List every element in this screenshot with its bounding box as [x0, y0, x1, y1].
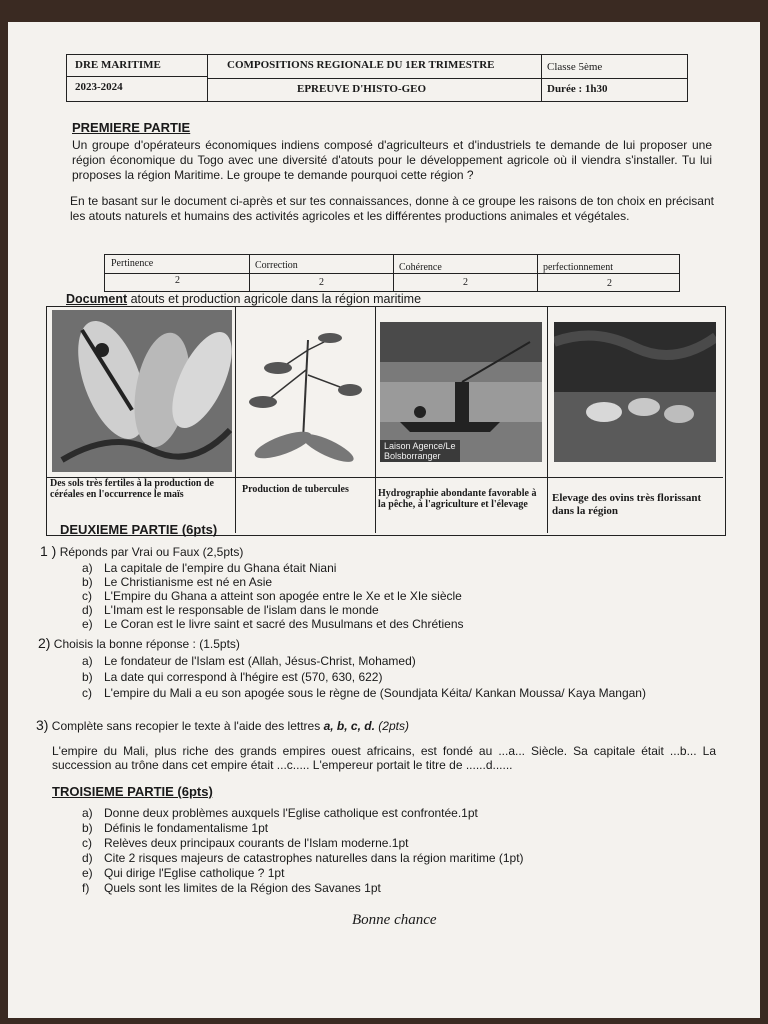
criteria-value-perfection: 2 [607, 278, 612, 289]
caption-fishing: Hydrographie abondante favorable à la pêche, à l'agriculture et l'élevage [378, 488, 537, 510]
q1-number: 1 ) [40, 543, 57, 559]
q2-items [82, 654, 714, 700]
criteria-table [104, 254, 680, 292]
document-title-rest: atouts et production agricole dans la région maritime [127, 292, 422, 306]
criteria-header-perfection: perfectionnement [543, 262, 613, 273]
header-org-cell [67, 55, 208, 101]
header-year: 2023-2024 [75, 81, 123, 93]
q1-item: e) Le Coran est le livre saint et sacré des Musulmans et des Chrétiens [82, 617, 464, 631]
q1-title: Réponds par Vrai ou Faux (2,5pts) [59, 545, 244, 559]
q2-item: a) Le fondateur de l'Islam est (Allah, Jésus-Christ, Mohamed) [82, 654, 416, 668]
criteria-header-correction: Correction [255, 260, 298, 271]
part3-item: b) Définis le fondamentalisme 1pt [82, 821, 269, 835]
q3-text: L'empire du Mali, plus riche des grands empires ouest africains, est fondé au ...a... Siècle. Sa capitale était ...b... La succession au trône dans cet empire était ...c..... L'empereur portait le titre de ......d...... [52, 744, 716, 772]
document-title [66, 292, 421, 307]
q2-title: Choisis la bonne réponse : (1.5pts) [53, 637, 240, 651]
q2-item: c) L'empire du Mali a eu son apogée sous le règne de (Soundjata Kéita/ Kankan Moussa/ Kaya Mangan) [82, 686, 646, 700]
part3-item: c) Relèves deux principaux courants de l'Islam moderne.1pt [82, 836, 409, 850]
q2-header [38, 636, 240, 651]
q3-header [36, 718, 409, 733]
criteria-value-coherence: 2 [463, 277, 468, 288]
criteria-value-pertinence: 2 [175, 275, 180, 286]
header-class-cell [541, 55, 687, 101]
q1-item: b) Le Christianisme est né en Asie [82, 575, 273, 589]
part3-item: f) Quels sont les limites de la Région des Savanes 1pt [82, 881, 381, 895]
q3-title: Complète sans recopier le texte à l'aide des lettres [51, 719, 321, 733]
criteria-header-coherence: Cohérence [399, 262, 442, 273]
cassava-photo [238, 320, 370, 470]
q1-items [82, 561, 464, 631]
maize-photo [52, 310, 232, 472]
caption-maize: Des sols très fertiles à la production de céréales en l'occurrence le maïs [50, 478, 214, 500]
part3-heading: TROISIEME PARTIE (6pts) [52, 784, 213, 799]
part1-para2: En te basant sur le document ci-après et sur tes connaissances, donne à ce groupe les raisons de ton choix en précisant les atouts naturels et humains des activités agricoles et les différentes productions animales et végétales. [70, 194, 714, 223]
header-duration: Durée : 1h30 [547, 83, 608, 95]
criteria-header-pertinence: Pertinence [111, 258, 154, 269]
document-title-prefix: Document [66, 292, 128, 306]
header-org: DRE MARITIME [75, 59, 161, 71]
closing-text: Bonne chance [352, 912, 437, 928]
header-title: COMPOSITIONS REGIONALE DU 1ER TRIMESTRE [227, 59, 495, 71]
q1-item: c) L'Empire du Ghana a atteint son apogée entre le Xe et le XIe siècle [82, 589, 462, 603]
header-table [66, 54, 688, 102]
q1-item: d) L'Imam est le responsable de l'islam dans le monde [82, 603, 379, 617]
part3-item: e) Qui dirige l'Eglise catholique ? 1pt [82, 866, 285, 880]
part3-items [82, 806, 524, 896]
photo-credit: Laison Agence/Le Bolsborranger [384, 441, 456, 461]
part3-item: a) Donne deux problèmes auxquels l'Eglise catholique est confrontée.1pt [82, 806, 478, 820]
q2-number: 2) [38, 635, 51, 651]
header-title-cell [207, 55, 542, 101]
part1-heading: PREMIERE PARTIE [72, 120, 191, 135]
header-subject: EPREUVE D'HISTO-GEO [297, 83, 427, 95]
part2-heading: DEUXIEME PARTIE (6pts) [60, 522, 218, 537]
criteria-value-correction: 2 [319, 277, 324, 288]
q1-header [40, 544, 243, 559]
caption-sheep: Elevage des ovins très florissant dans la région [552, 492, 702, 517]
caption-tubers: Production de tubercules [242, 484, 349, 495]
sheep-photo [554, 322, 716, 462]
q3-points: (2pts) [378, 719, 409, 733]
part1-para1: Un groupe d'opérateurs économiques indiens composé d'agriculteurs et d'industriels te demande de lui proposer une région économique du Togo avec une diversité d'atouts pour le développement agricole où il viendra s'installer. Tu lui proposes la région Maritime. Le groupe te demande pourquoi cette région ? [72, 138, 712, 182]
q1-item: a) La capitale de l'empire du Ghana était Niani [82, 561, 337, 575]
q3-number: 3) [36, 717, 49, 733]
q2-item: b) La date qui correspond à l'hégire est (570, 630, 622) [82, 670, 383, 684]
q3-letters: a, b, c, d. [323, 719, 375, 733]
part3-item: d) Cite 2 risques majeurs de catastrophes naturelles dans la région maritime (1pt) [82, 851, 524, 865]
header-class: Classe 5ème [547, 61, 603, 73]
